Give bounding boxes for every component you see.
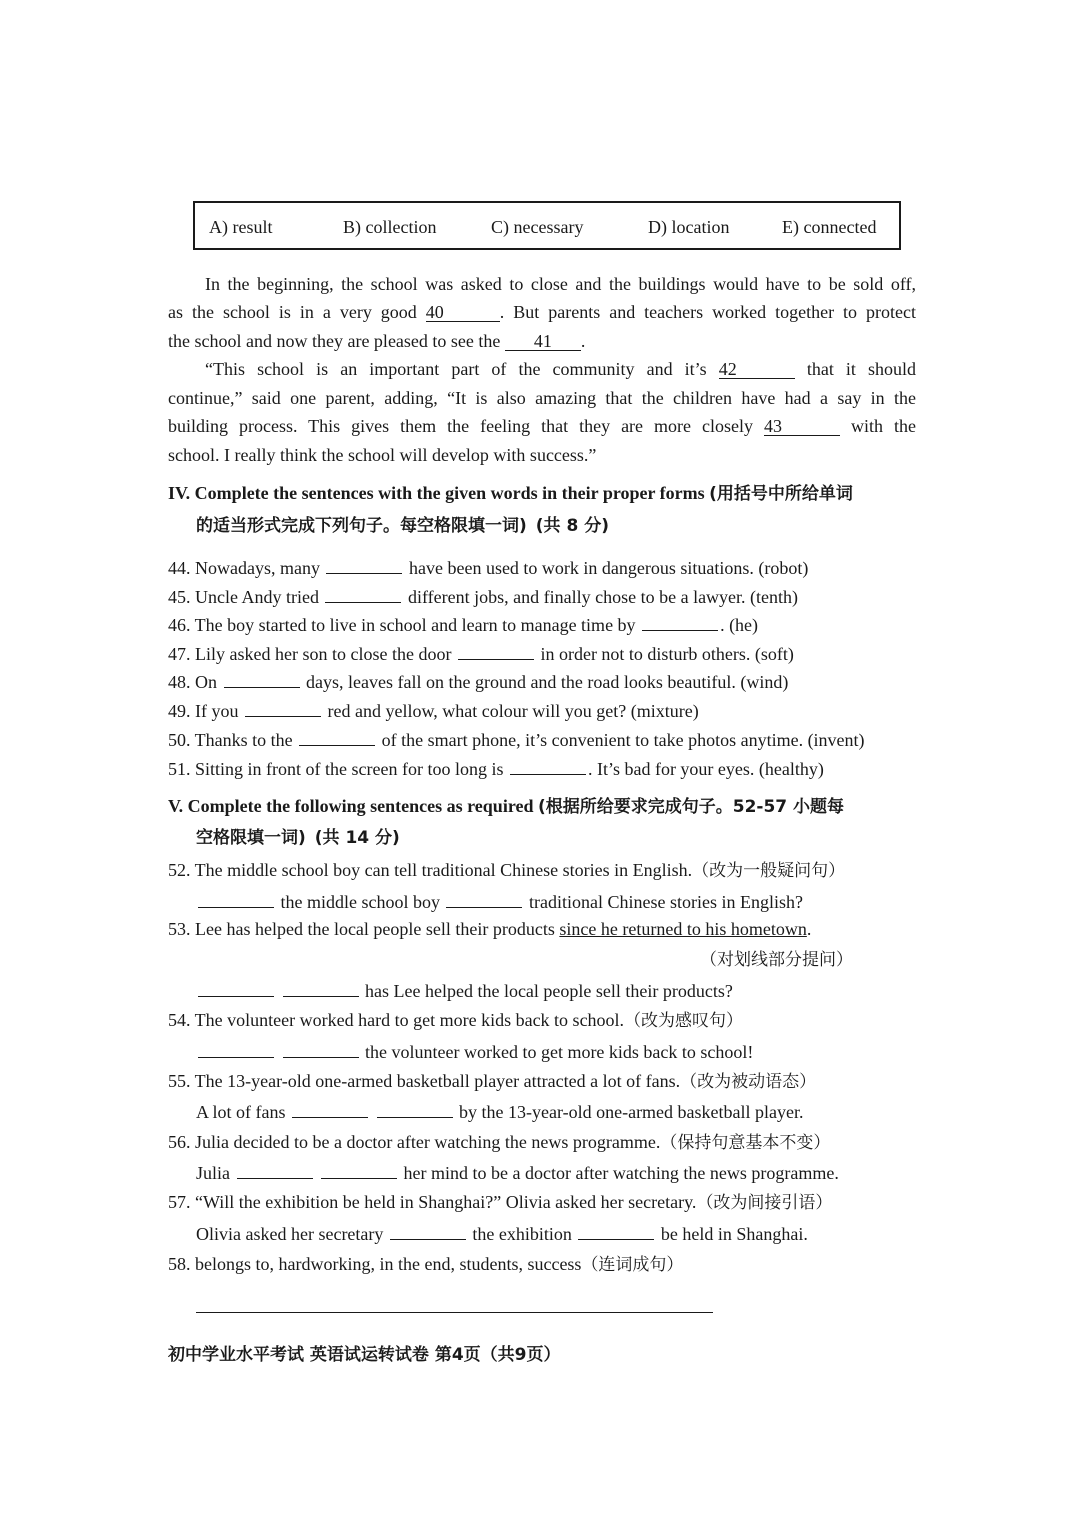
answer-54: the volunteer worked to get more kids back to school!: [196, 1040, 753, 1063]
question-52: 52. The middle school boy can tell traditional Chinese stories in English.（改为一般疑问句）: [168, 860, 846, 881]
answer-52: the middle school boy traditional Chinese stories in English?: [196, 890, 803, 913]
answer-line-58: [196, 1312, 713, 1313]
blank-40: 40: [426, 303, 500, 322]
question-53: 53. Lee has helped the local people sell their products since he returned to his hometown.: [168, 919, 812, 939]
question-55: 55. The 13-year-old one-armed basketball player attracted a lot of fans.（改为被动语态）: [168, 1071, 817, 1092]
question-54: 54. The volunteer worked hard to get more kids back to school.（改为感叹句）: [168, 1010, 744, 1031]
passage-line: as the school is in a very good 40 . But parents and teachers worked together to protect: [168, 302, 916, 322]
question-58: 58. belongs to, hardworking, in the end, students, success（连词成句）: [168, 1254, 684, 1275]
blank-41: 41: [505, 332, 581, 351]
question-45: 45. Uncle Andy tried different jobs, and finally chose to be a lawyer. (tenth): [168, 587, 799, 607]
question-51: 51. Sitting in front of the screen for too long is . It’s bad for your eyes. (healthy): [168, 759, 824, 779]
word-option: C) necessary: [491, 217, 584, 237]
passage-line: school. I really think the school will develop with success.”: [168, 445, 597, 465]
word-option: A) result: [209, 217, 273, 237]
section-4-title-cont: 的适当形式完成下列句子。每空格限填一词) (共 8 分): [196, 516, 609, 536]
question-49: 49. If you red and yellow, what colour will you get? (mixture): [168, 701, 699, 721]
question-53-instruction: （对划线部分提问）: [700, 950, 853, 970]
question-46: 46. The boy started to live in school and learn to manage time by . (he): [168, 615, 759, 635]
word-option: E) connected: [782, 217, 877, 237]
blank-43: 43: [764, 417, 840, 436]
word-choice-box: [193, 201, 901, 250]
section-5-title-cont: 空格限填一词) (共 14 分): [196, 828, 400, 848]
answer-56: Julia her mind to be a doctor after watching the news programme.: [196, 1163, 839, 1183]
blank-42: 42: [719, 360, 795, 379]
word-option: D) location: [648, 217, 730, 237]
question-48: 48. On days, leaves fall on the ground and the road looks beautiful. (wind): [168, 672, 789, 692]
answer-53: has Lee helped the local people sell their products?: [196, 979, 733, 1002]
question-56: 56. Julia decided to be a doctor after watching the news programme.（保持句意基本不变）: [168, 1132, 831, 1153]
passage-line: the school and now they are pleased to see the 41 .: [168, 331, 586, 351]
page-footer: 初中学业水平考试 英语试运转试卷 第4页（共9页）: [168, 1345, 561, 1365]
passage-line: building process. This gives them the feeling that they are more closely 43 with the: [168, 416, 916, 436]
question-50: 50. Thanks to the of the smart phone, it’s convenient to take photos anytime. (invent): [168, 730, 865, 750]
section-4-title: IV. Complete the sentences with the given words in their proper forms (用括号中所给单词: [168, 483, 853, 504]
passage-line: “This school is an important part of the community and it’s 42 that it should: [205, 359, 916, 379]
passage-line: continue,” said one parent, adding, “It is also amazing that the children have had a say in the: [168, 388, 916, 408]
question-47: 47. Lily asked her son to close the door in order not to disturb others. (soft): [168, 644, 794, 664]
answer-57: Olivia asked her secretary the exhibition be held in Shanghai.: [196, 1224, 808, 1244]
answer-55: A lot of fans by the 13-year-old one-armed basketball player.: [196, 1102, 804, 1122]
underlined-part: since he returned to his hometown: [559, 919, 807, 939]
section-5-title: V. Complete the following sentences as required (根据所给要求完成句子。52-57 小题每: [168, 796, 845, 817]
passage-line: In the beginning, the school was asked to close and the buildings would have to be sold off,: [205, 274, 916, 294]
question-57: 57. “Will the exhibition be held in Shanghai?” Olivia asked her secretary.（改为间接引语）: [168, 1192, 833, 1213]
question-44: 44. Nowadays, many have been used to work in dangerous situations. (robot): [168, 558, 809, 578]
word-option: B) collection: [343, 217, 437, 237]
